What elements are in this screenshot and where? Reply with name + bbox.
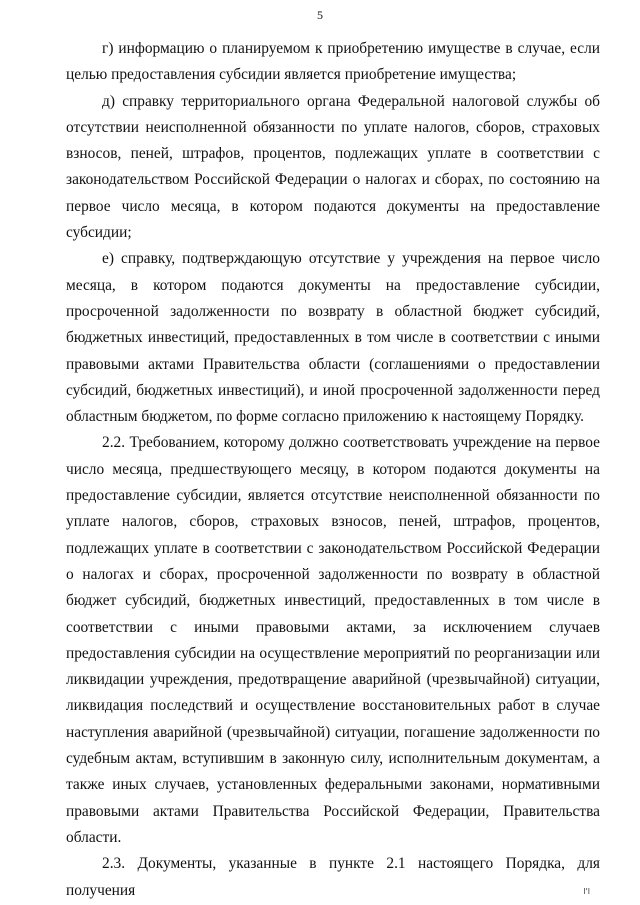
paragraph-2-3-documents: 2.3. Документы, указанные в пункте 2.1 настоящего Порядка, для получения [66,855,600,899]
paragraph-g-property-info: г) информацию о планируемом к приобретению имуществе в случае, если целью предоставления субсидии является приобретение имущества; [66,40,600,84]
paragraph-2-2-requirement: 2.2. Требованием, которому должно соответствовать учреждение на первое число месяца, предшествующего месяцу, в котором подаются документы на предоставление субсидии, является отсутствие неисполненной обязанности по уплате налогов, сборов, страховых взносов, пеней, штрафов, процентов, подлежащих уплате в соответствии с законодательством Российской Федерации о налогах и сборах, просроченной задолженности по возврату в областной бюджет субсидий, бюджетных инвестиций, предоставленных в том числе в соответствии с иными правовыми актами, за исключением случаев предоставления субсидии на осуществление мероприятий по реорганизации или ликвидации учреждения, предотвращение аварийной (чрезвычайной) ситуации, ликвидация последствий и осуществление восстановительных работ в случае наступления аварийной (чрезвычайной) ситуации, погашение задолженности по судебным актам, вступившим в законную силу, исполнительным документам, а также иных случаев, установленных федеральными законами, нормативными правовыми актами Правительства Российской Федерации, Правительства области. [66,434,600,846]
page-number: 5 [317,8,323,22]
document-body [66,36,600,904]
paragraph-e-debt-certificate: е) справку, подтверждающую отсутствие у учреждения на первое число месяца, в котором подаются документы на предоставление субсидии, просроченной задолженности по возврату в областной бюджет субсидий, бюджетных инвестиций, предоставленных в том числе в соответствии с иными правовыми актами Правительства области (соглашениями о предоставлении субсидий, бюджетных инвестиций), и иной просроченной задолженности перед областным бюджетом, по форме согласно приложению к настоящему Порядку. [66,250,600,426]
paragraph-d-tax-certificate: д) справку территориального органа Федеральной налоговой службы об отсутствии неисполненной обязанности по уплате налогов, сборов, страховых взносов, пеней, штрафов, процентов, подлежащих уплате в соответствии с законодательством Российской Федерации о налогах и сборах, по состоянию на первое число месяца, в котором подаются документы на предоставление субсидии; [66,92,600,242]
footer-mark: l'l [583,887,590,896]
